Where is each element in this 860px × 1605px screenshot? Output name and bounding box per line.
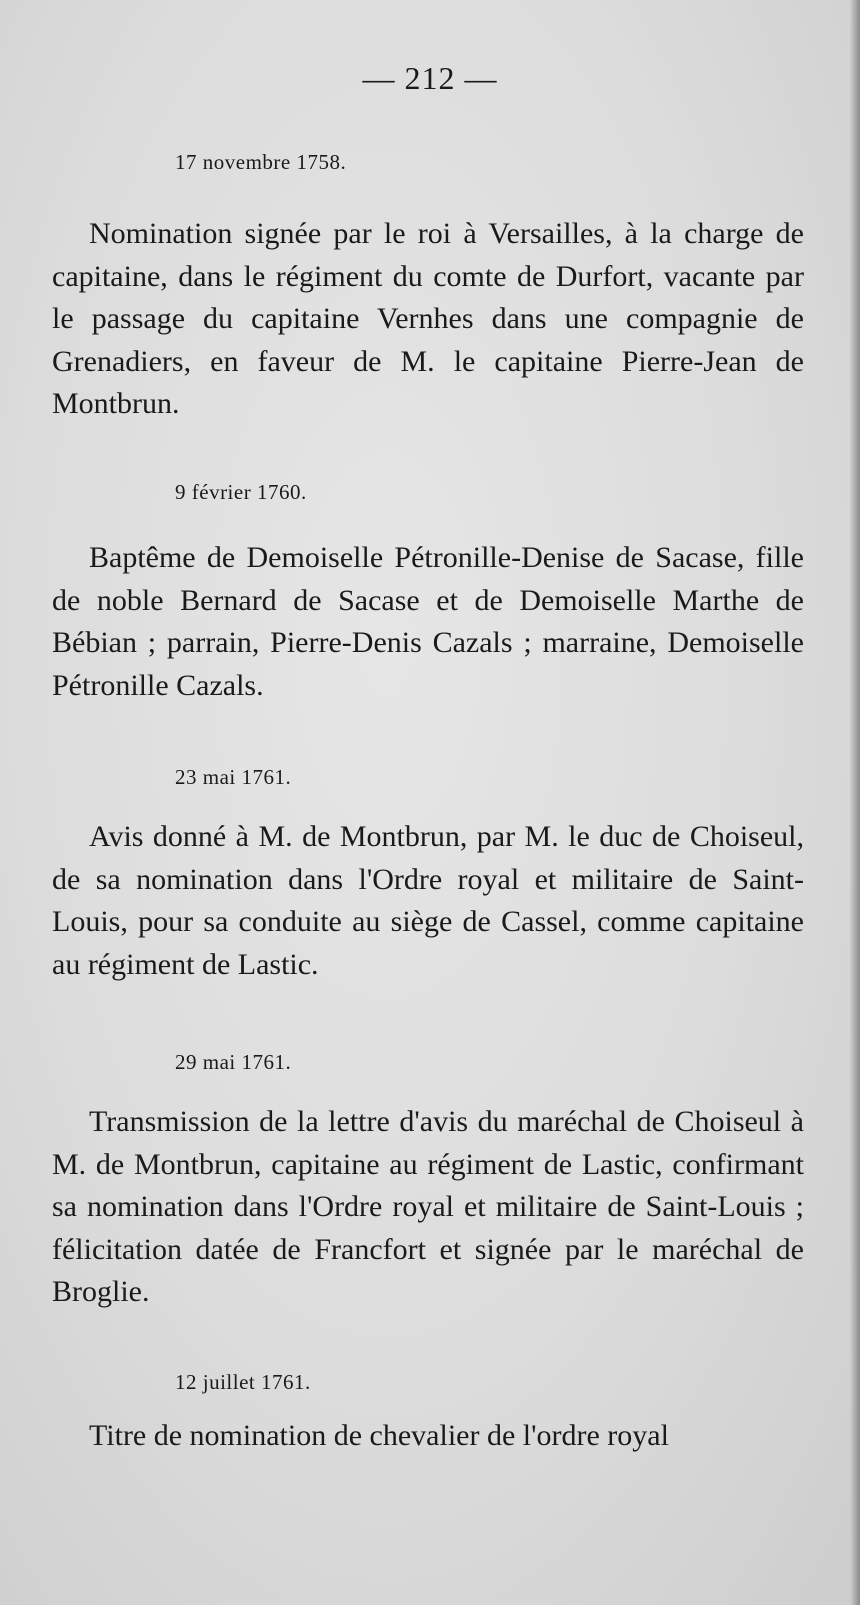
entry-date: 9 février 1760. (175, 480, 307, 504)
entry-text (52, 213, 804, 426)
entry-date: 17 novembre 1758. (175, 150, 347, 174)
entry-date: 23 mai 1761. (175, 765, 292, 789)
entry-date: 12 juillet 1761. (175, 1370, 311, 1394)
entry-paragraph: Titre de nomination de chevalier de l'ordre royal (89, 1419, 669, 1452)
entry-date: 29 mai 1761. (175, 1050, 292, 1074)
page-number: — 212 — (362, 60, 498, 96)
entry-paragraph: Baptême de Demoiselle Pétronille-Denise de Sacase, fille de noble Bernard de Sacase et de Demoiselle Marthe de Bébian ; parrain, Pierre-Denis Cazals ; marraine, Demoiselle Pétronille Cazals. (52, 541, 804, 702)
entry-paragraph: Avis donné à M. de Montbrun, par M. le duc de Choiseul, de sa nomination dans l'Ordre royal et militaire de Saint-Louis, pour sa conduite au siège de Cassel, comme capitaine au régiment de Lastic. (52, 820, 804, 981)
entry-paragraph: Transmission de la lettre d'avis du maréchal de Choiseul à M. de Montbrun, capitaine au régiment de Lastic, confirmant sa nomination dans l'Ordre royal et militaire de Saint-Louis ; félicitation datée de Francfort et signée par le maréchal de Broglie. (52, 1105, 804, 1308)
entry-text (52, 1101, 804, 1314)
entry-text (52, 537, 804, 707)
entry-text (52, 816, 804, 986)
page-edge-shadow (850, 0, 860, 1605)
entry-paragraph: Nomination signée par le roi à Versailles, à la charge de capitaine, dans le régiment du comte de Durfort, vacante par le passage du capitaine Vernhes dans une compagnie de Grenadiers, en faveur de M. le capitaine Pierre-Jean de Montbrun. (52, 217, 804, 420)
entry-text (52, 1415, 804, 1458)
